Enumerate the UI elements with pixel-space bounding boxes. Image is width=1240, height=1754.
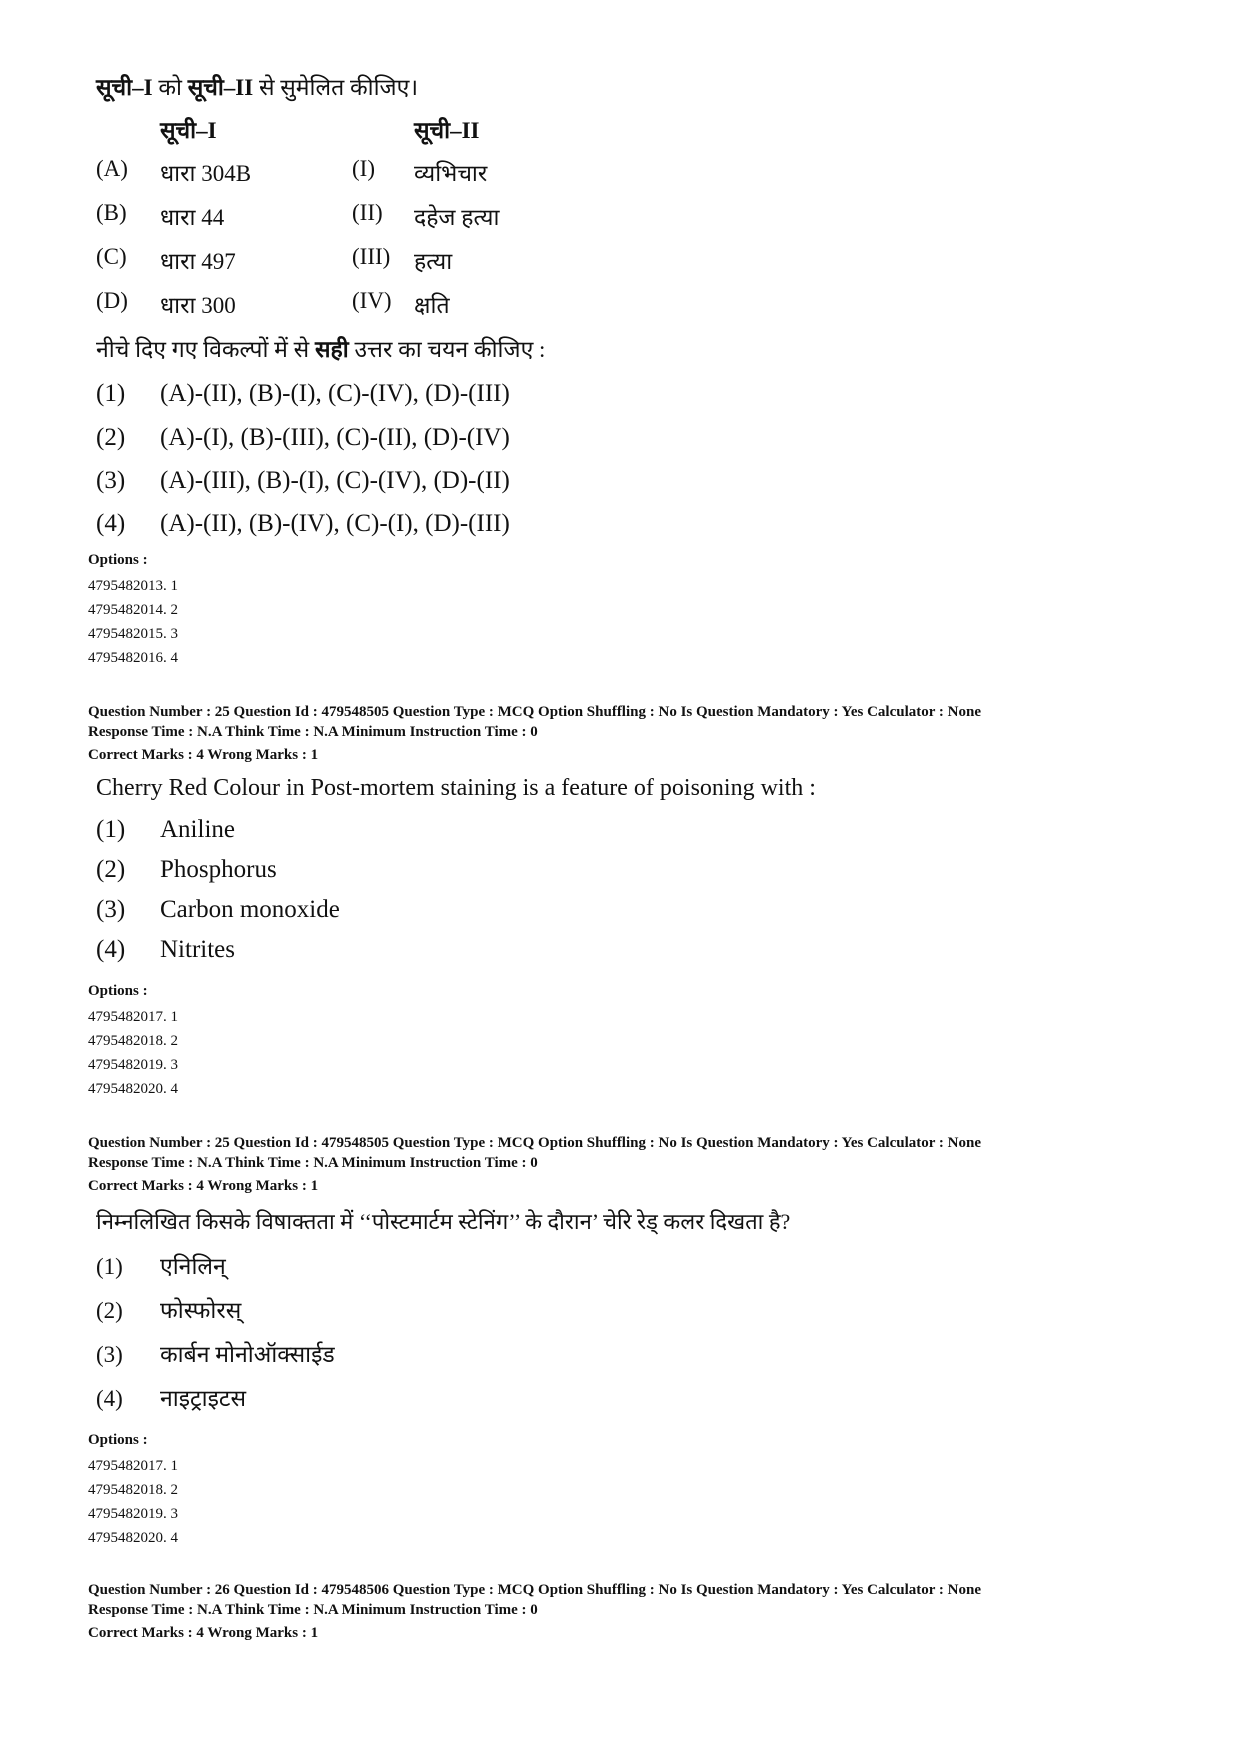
q24-intro-mid: को <box>152 75 188 100</box>
q24-options-list <box>88 574 178 670</box>
choice-text: Carbon monoxide <box>160 896 340 923</box>
q24-choice-1 <box>96 380 510 408</box>
meta-line: Response Time : N.A Think Time : N.A Minimum Instruction Time : 0 <box>88 1602 538 1618</box>
q24-row-item-3: धारा 497 <box>160 249 236 274</box>
choice-text: Nitrites <box>160 936 235 963</box>
option-id: 4795482018. 2 <box>88 1482 178 1498</box>
choice-num: (1) <box>96 816 126 843</box>
q25-hi-meta <box>88 1133 981 1196</box>
q24-choice-3 <box>96 467 510 495</box>
q24-choice-num: (1) <box>96 380 126 407</box>
option-id: 4795482017. 1 <box>88 1009 178 1025</box>
choice-num: (3) <box>96 1342 123 1367</box>
q24-row-label2-3: (III) <box>352 244 391 269</box>
q25-en-options-list <box>88 1005 178 1101</box>
q24-intro-list1: सूची–I <box>96 75 153 100</box>
q24-choice-num: (3) <box>96 467 126 494</box>
q24-intro <box>96 70 418 102</box>
meta-line: Response Time : N.A Think Time : N.A Minimum Instruction Time : 0 <box>88 1155 538 1171</box>
q25-hi-question-text: निम्नलिखित किसके विषाक्तता में ‘‘पोस्टमार्टम स्टेनिंग’’ के दौरान’ चेरि रेड् कलर दिखता है? <box>96 1209 791 1234</box>
choice-num: (3) <box>96 896 126 923</box>
q24-row-item2-1: व्यभिचार <box>414 161 488 186</box>
q24-choice-text: (A)-(I), (B)-(III), (C)-(II), (D)-(IV) <box>160 424 510 451</box>
q24-intro-suffix: से सुमेलित कीजिए। <box>253 75 419 100</box>
option-id: 4795482019. 3 <box>88 1506 178 1522</box>
q24-choice-text: (A)-(III), (B)-(I), (C)-(IV), (D)-(II) <box>160 467 510 494</box>
option-id: 4795482020. 4 <box>88 1081 178 1097</box>
option-id: 4795482016. 4 <box>88 650 178 666</box>
q25-en-choice-2 <box>96 856 277 884</box>
q25-en-question-text: Cherry Red Colour in Post-mortem staining is a feature of poisoning with : <box>96 775 816 801</box>
q24-select-prefix: नीचे दिए गए विकल्पों में से <box>96 337 315 362</box>
q24-select-bold: सही <box>314 337 349 362</box>
choice-text: नाइट्राइटस <box>160 1386 246 1411</box>
q24-row-label-2: (B) <box>96 200 127 225</box>
option-id: 4795482020. 4 <box>88 1530 178 1546</box>
meta-line: Question Number : 25 Question Id : 479548505 Question Type : MCQ Option Shuffling : No Is Question Mandatory : Yes Calculator : None <box>88 704 981 720</box>
q25-hi-options-title: Options : <box>88 1432 148 1448</box>
choice-num: (2) <box>96 1298 123 1323</box>
option-id: 4795482013. 1 <box>88 578 178 594</box>
option-id: 4795482017. 1 <box>88 1458 178 1474</box>
meta-line: Question Number : 26 Question Id : 479548506 Question Type : MCQ Option Shuffling : No Is Question Mandatory : Yes Calculator : None <box>88 1582 981 1598</box>
q25-en-choice-1 <box>96 816 235 844</box>
q24-row-label2-4: (IV) <box>352 288 392 313</box>
option-id: 4795482019. 3 <box>88 1057 178 1073</box>
choice-text: Aniline <box>160 816 235 843</box>
choice-num: (1) <box>96 1254 123 1279</box>
q24-intro-bold: सूची–II <box>187 75 254 100</box>
option-id: 4795482015. 3 <box>88 626 178 642</box>
q24-list2-header: सूची–II <box>414 118 480 143</box>
q24-row-item2-3: हत्या <box>414 249 453 274</box>
q25-en-options-title: Options : <box>88 983 148 999</box>
q25-hi-options-list <box>88 1454 178 1550</box>
q24-row-item-1: धारा 304B <box>160 161 252 186</box>
q25-hi-choice-2 <box>96 1293 241 1325</box>
q24-select-suffix: उत्तर का चयन कीजिए : <box>348 337 546 362</box>
choice-num: (4) <box>96 1386 123 1411</box>
q24-choice-text: (A)-(II), (B)-(IV), (C)-(I), (D)-(III) <box>160 510 510 537</box>
q24-row-item2-4: क्षति <box>414 293 450 318</box>
q24-choice-4 <box>96 510 510 538</box>
q24-row-label2-2: (II) <box>352 200 383 225</box>
meta-line: Question Number : 25 Question Id : 479548505 Question Type : MCQ Option Shuffling : No Is Question Mandatory : Yes Calculator : None <box>88 1135 981 1151</box>
q24-row-item2-2: दहेज हत्या <box>414 205 500 230</box>
q24-row-label-1: (A) <box>96 156 128 181</box>
q26-meta <box>88 1580 981 1643</box>
q24-options-title: Options : <box>88 552 148 568</box>
meta-line: Correct Marks : 4 Wrong Marks : 1 <box>88 1178 319 1194</box>
choice-text: Phosphorus <box>160 856 277 883</box>
choice-num: (4) <box>96 936 126 963</box>
choice-text: फोस्फोरस् <box>160 1298 242 1323</box>
q24-row-item-4: धारा 300 <box>160 293 236 318</box>
meta-line: Correct Marks : 4 Wrong Marks : 1 <box>88 747 319 763</box>
q24-choice-num: (2) <box>96 424 126 451</box>
choice-text: कार्बन मोनोऑक्साईड <box>160 1342 335 1367</box>
option-id: 4795482018. 2 <box>88 1033 178 1049</box>
q24-choice-2 <box>96 424 510 452</box>
q25-hi-choice-1 <box>96 1249 226 1281</box>
option-id: 4795482014. 2 <box>88 602 178 618</box>
q24-row-item-2: धारा 44 <box>160 205 225 230</box>
meta-line: Response Time : N.A Think Time : N.A Minimum Instruction Time : 0 <box>88 724 538 740</box>
q25-en-choice-4 <box>96 936 235 964</box>
q24-choice-num: (4) <box>96 510 126 537</box>
q25-en-meta <box>88 702 981 765</box>
q24-row-label-4: (D) <box>96 288 128 313</box>
q24-select-instruction <box>96 332 545 364</box>
q25-hi-choice-4 <box>96 1381 246 1413</box>
q25-hi-choice-3 <box>96 1337 335 1369</box>
q24-choice-text: (A)-(II), (B)-(I), (C)-(IV), (D)-(III) <box>160 380 510 407</box>
q25-en-choice-3 <box>96 896 340 924</box>
choice-num: (2) <box>96 856 126 883</box>
q24-list1-header: सूची–I <box>160 118 217 143</box>
meta-line: Correct Marks : 4 Wrong Marks : 1 <box>88 1625 319 1641</box>
q24-row-label-3: (C) <box>96 244 127 269</box>
q24-row-label2-1: (I) <box>352 156 375 181</box>
choice-text: एनिलिन् <box>160 1254 226 1279</box>
